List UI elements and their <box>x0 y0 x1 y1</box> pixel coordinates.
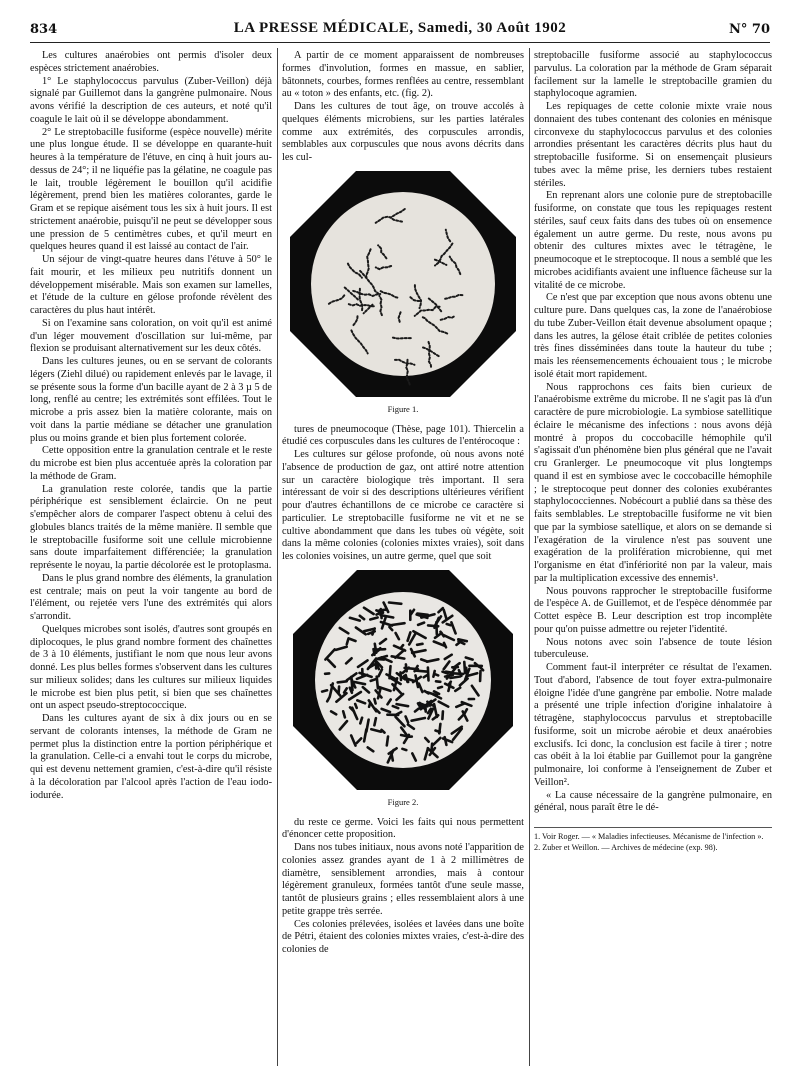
paragraph: Dans les cultures jeunes, ou en se servant de colorants légers (Ziehl dilué) ou rapidement enlevés par le lavage, il se présente sous la forme d'un bacille ayant de 2 à 3 µ 5 de long, renflé au centre; les extrémités sont effilées. Tout le microbe a pris assez bien la matière colorante, mais on voit dans la partie médiane se détacher une granulation plus ou moins grande et bien plus fortement colorée. <box>30 356 272 444</box>
bacillus-mark <box>466 668 467 676</box>
page-number: 834 <box>30 22 58 37</box>
figure-1-caption: Figure 1. <box>387 403 419 414</box>
paragraph: Nous pouvons rapprocher le streptobacille fusiforme de l'espèce A. de Guillemot, et de l'espèce dénommée par Cottet espèce B. Leur description est trop incomplète pour qu'on puisse admettre ou rejeter l'identité. <box>534 585 772 635</box>
paragraph: La granulation reste colorée, tandis que la partie périphérique est sensiblement éclaircie. On ne peut s'empêcher alors de comparer l'aspect obtenu à celui des globules blancs traités de la même manière. Il semble que le streptobacille fusiforme soit une cellule microbienne sans doute imparfaitement différenciée; la granulation représente le noyau, la partie décolorée est le protoplasma. <box>30 483 272 571</box>
column-divider <box>529 48 530 1066</box>
issue-number: N° 70 <box>729 22 770 37</box>
paragraph: streptobacille fusiforme associé au staphylococcus parvulus. La coloration par la méthode de Gram séparait facilement sur la lamelle le streptobacille gramien du staphylocoque agramien. <box>534 50 772 100</box>
bacillus-mark <box>343 711 345 717</box>
bacillus-mark <box>442 711 443 719</box>
bacillus-mark <box>445 675 453 677</box>
paragraph: Dans le plus grand nombre des éléments, la granulation est centrale; mais on peut la voir tangente au bord de l'élément, ou rejetée vers l'une des extrémités qui alors s'arrondit. <box>30 572 272 622</box>
bacillus-mark <box>322 690 327 691</box>
paragraph: du reste ce germe. Voici les faits qui nous permettent d'énoncer cette proposition. <box>282 816 524 841</box>
bacillus-mark <box>402 749 406 750</box>
footnotes <box>534 827 772 853</box>
bacillus-mark <box>369 703 370 707</box>
micrograph-figure-1-image <box>290 171 516 397</box>
bacillus-mark <box>390 666 391 678</box>
figure-2-caption: Figure 2. <box>387 796 419 807</box>
bacillus-mark <box>428 667 429 680</box>
paragraph: Les repiquages de cette colonie mixte vraie nous donnaient des tubes contenant des colonies en ménisque circonvexe du staphylococcus parvulus et des colonies arrondies présentant les caractères décrits plus haut du streptobacille fusiforme. Si on ensemençait plusieurs tubes avec la même prise, les derniers tubes restaient stériles. <box>534 101 772 189</box>
paragraph: Si on l'examine sans coloration, on voit qu'il est animé d'un léger mouvement d'oscillation sur lui-même, par flexion se produisant alternativement sur les deux côtés. <box>30 317 272 355</box>
paragraph: 2° Le streptobacille fusiforme (espèce nouvelle) mérite une plus longue étude. Il se développe en quarante-huit heures à la température de l'étuve, en cinq à huit jours au-dessus de 24°; il ne liquéfie pas la gélatine, ne coagule pas le lait, trouble légèrement le bouillon qu'il acidifie légèrement, prend bien les matières colorantes, garde le Gram et se repique aisément tous les six à huit jours. Il est strictement anaérobie, puisqu'il ne peut se développer sous une pression de 5 centimètres cubes, et qu'il meurt en quelques heures quand il est laissé au contact de l'air. <box>30 126 272 253</box>
bacillus-mark <box>447 624 451 625</box>
paragraph: Cette opposition entre la granulation centrale et le reste du microbe est bien plus accentuée après la coloration par la méthode de Gram. <box>30 445 272 482</box>
journal-title: LA PRESSE MÉDICALE, Samedi, 30 Août 1902 <box>233 20 567 36</box>
bacillus-mark <box>374 699 375 704</box>
bacillus-mark <box>360 717 362 723</box>
bacillus-mark <box>436 730 440 732</box>
bacillus-mark <box>417 644 422 645</box>
bacillus-mark <box>392 755 393 761</box>
bacillus-mark <box>377 676 378 688</box>
paragraph: Comment faut-il interpréter ce résultat de l'examen. Tout d'abord, l'absence de tout foyer extra-pulmonaire éloigne l'idée d'une gangrène par embolie. Notre malade a présenté une triple infection d'origine inhalatoire à tétragène, staphylococcus parvulus et streptobacille fusiforme, soit un microbe aérobie et deux anaérobies exclusifs. Ici donc, la conclusion est facile à tirer ; notre cas obéit à la loi établie par Guillemot pour la gangrène pulmonaire, loi conforme à l'enseignement de Zuber et Veillon². <box>534 662 772 788</box>
paragraph: Dans nos tubes initiaux, nous avons noté l'apparition de colonies assez grandes ayant de 1 à 2 millimètres de diamètre, sensiblement arrondies, mais à contour légèrement granuleux, formées tantôt d'une seule masse, tantôt de plusieurs grains ; elles ressemblaient alors à une petite grappe très serrée. <box>282 842 524 917</box>
column-middle <box>282 50 524 1072</box>
bacillus-mark <box>417 613 427 614</box>
column-divider <box>277 48 278 1066</box>
bacillus-mark <box>401 672 402 680</box>
paragraph: Dans les cultures ayant de six à dix jours ou en se servant de colorants intenses, la méthode de Gram ne permet plus la distinction entre la portion périphérique et la granulation. Celle-ci a envahi tout le corps du microbe, qui est devenu nettement gramien, c'est-à-dire qu'il résiste à la décoloration par l'alcool après l'action de l'eau iodo-iodurée. <box>30 713 272 801</box>
bacillus-mark <box>338 681 347 682</box>
paragraph: Nous rapprochons ces faits bien curieux de l'anaérobisme extrême du microbe. Il ne s'agit pas là d'un caractère de pure microbiologie. La symbiose satellitique éclaire le mécanisme des infections : nous avons déjà montré à propos du coccobacille hémophile qu'il s'agissait d'un phénomène bien plus général que ne l'avait cru Granlerger. Le pneumocoque vit plus longtemps quand il est en symbiose avec le coccobacille hémophile ; le streptocoque peut donner des colonies exubérantes staphylococciennes. Nobécourt a publié dans sa thèse des faits semblables. Le streptobacille fusiforme ne vit bien que par la symbiose satellique, et alors on se demande si l'exagération de la virulence n'est pas souvent une exagération de la prolifération microbienne, qui met l'organisme en état d'infériorité non par la valeur, mais par la multiplication excessive des ennemis¹. <box>534 381 772 584</box>
micrograph-figure-2-image <box>293 570 513 790</box>
bacillus-mark <box>446 671 451 672</box>
paragraph: En reprenant alors une colonie pure de streptobacille fusiforme, on constate que tous les repiquages restent stériles, sauf ceux faits dans des tubes où on ensemence également un autre germe. Du reste, nous avons pu obtenir des cultures mixtes avec le tétragène, le pneumocoque et le streptocoque. Il nous a semblé que les microbes acidifiants avaient une influence fâcheuse sur la vitalité de ce microbe. <box>534 190 772 291</box>
bacillus-mark <box>436 681 440 682</box>
paragraph: tures de pneumocoque (Thèse, page 101). Thiercelin a étudié ces corpuscules dans les cultures de l'entérocoque : <box>282 423 524 448</box>
paragraph: Nous notons avec soin l'absence de toute lésion tuberculeuse. <box>534 636 772 661</box>
bacillus-mark <box>389 602 401 603</box>
paragraph: 1° Le staphylococcus parvulus (Zuber-Veillon) déjà signalé par Guillemot dans la gangrène pulmonaire. Nous avons vérifié la description de ces auteurs, et noté qu'il coagule le lait où il se développe abondamment. <box>30 75 272 125</box>
bacillus-mark <box>347 639 348 644</box>
paragraph: Ces colonies prélevées, isolées et lavées dans une boîte de Pétri, étaient des colonies mixtes vraies, c'est-à-dire des colonies de <box>282 918 524 955</box>
paragraph: Un séjour de vingt-quatre heures dans l'étuve à 50° le fait mourir, et les milieux peu nutritifs donnent un développement misérable. Mais son examen sur lamelles, et l'étude de la culture en gélose profonde révèlent des caractères du plus haut intérêt. <box>30 254 272 316</box>
paragraph: Dans les cultures de tout âge, on trouve accolés à quelques éléments microbiens, sur les parties latérales comme aux extrémités, des corpuscules arrondis, semblables aux corpuscules que nous avons décrits dans les cul- <box>282 101 524 163</box>
bacillus-mark <box>387 736 388 745</box>
paragraph: Les cultures anaérobies ont permis d'isoler deux espèces strictement anaérobies. <box>30 50 272 74</box>
column-right <box>534 50 772 1072</box>
figure-2 <box>286 570 520 809</box>
bacillus-mark <box>464 662 465 673</box>
paragraph: A partir de ce moment apparaissent de nombreuses formes d'involution, formes en massue, en sablier, bâtonnets, courbes, formes renflées au centre, ressemblant au « toton » des enfants, etc. (fig. 2). <box>282 50 524 100</box>
bacteria-chain-mark <box>393 337 411 338</box>
paragraph: Les cultures sur gélose profonde, où nous avons noté l'absence de production de gaz, ont attiré notre attention sur un caractère biologique très important. Il sera intéressant de voir si des descriptions ultérieures vérifient pour d'autres échantillons de ce microbe ce caractère si particulier. Le streptobacille fusiforme ne vit et ne se cultive abondamment que dans les tubes où végète, soit dans la même colonies (colonies mixtes vraies), soit dans les colonies voisines, un autre germe, quel que soit <box>282 449 524 562</box>
bacillus-mark <box>374 718 376 725</box>
bacillus-mark <box>355 704 357 708</box>
column-left <box>30 50 272 1072</box>
bacillus-mark <box>438 687 442 688</box>
footnote: 1. Voir Roger. — « Maladies infectieuses. Mécanisme de l'infection ». <box>534 832 764 841</box>
bacillus-mark <box>450 676 460 678</box>
paragraph: Ce n'est que par exception que nous avons obtenu une culture pure. Dans quelques cas, la zone de l'anaérobiose du tube Zuber-Veillon était devenue absolument opaque ; dans les autres, la gélose était criblée de petites colonies très fines disséminées dans toute la hauteur du tube ; mais les réensemencements échouaient tous ; le microbe isolé était mort rapidement. <box>534 292 772 380</box>
page-header <box>30 20 770 43</box>
bacillus-mark <box>406 675 408 682</box>
paragraph: Quelques microbes sont isolés, d'autres sont groupés en diplocoques, le plus grand nombre forment des chaînettes de 3 à 10 éléments, justifiant le nom que nous leur avons donné. Les plus belles formes s'observent dans les cultures sur milieux solides; dans les cultures sur milieux liquides le microbe est bien plus petit, si bien que ses chaînettes ont un aspect pseudo-streptococcique. <box>30 623 272 712</box>
paragraph: « La cause nécessaire de la gangrène pulmonaire, en général, nous paraît être le dé- <box>534 789 772 814</box>
bacillus-mark <box>415 670 426 671</box>
footnote: 2. Zuber et Weillon. — Archives de médecine (exp. 98). <box>534 842 718 852</box>
bacillus-mark <box>433 671 434 677</box>
figure-1 <box>286 171 520 416</box>
bacillus-mark <box>392 623 405 625</box>
